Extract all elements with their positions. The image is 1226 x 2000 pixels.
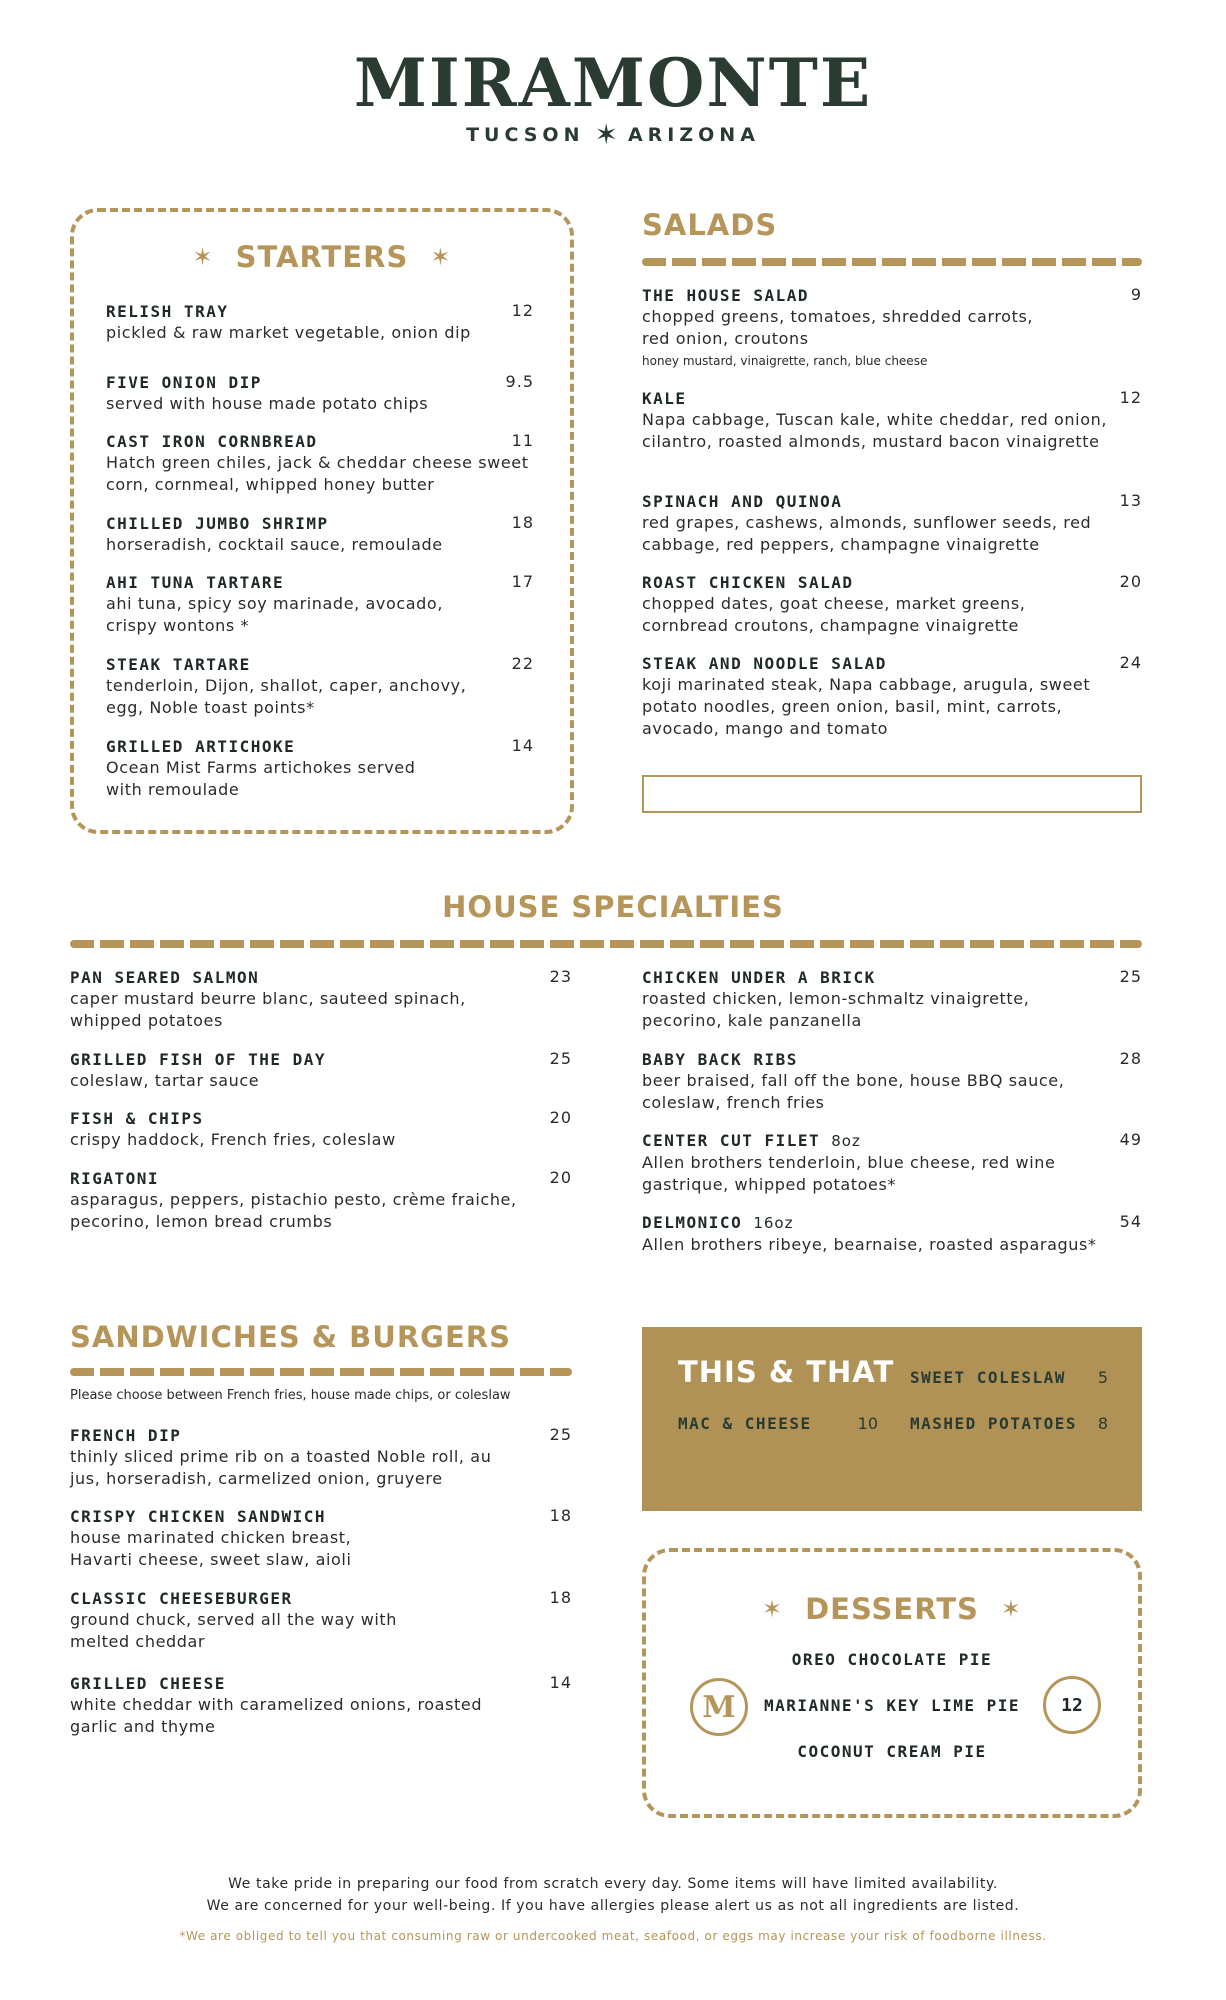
item-description: roasted chicken, lemon-schmaltz vinaigrette, pecorino, kale panzanella — [642, 989, 1030, 1030]
dessert-item: COCONUT CREAM PIE — [797, 1742, 987, 1761]
dessert-price: 12 — [1061, 1694, 1083, 1716]
item-description: red grapes, cashews, almonds, sunflower seeds, red cabbage, red peppers, champagne vinaigrette — [642, 513, 1092, 554]
item-name: ROAST CHICKEN SALAD — [642, 573, 854, 592]
menu-item — [642, 491, 1142, 556]
state-label: ARIZONA — [627, 124, 760, 146]
sandwiches-divider — [70, 1368, 572, 1376]
sandwiches-title: SANDWICHES & BURGERS — [70, 1320, 511, 1354]
item-description: asparagus, peppers, pistachio pesto, crème fraiche, pecorino, lemon bread crumbs — [70, 1190, 517, 1231]
item-description: Napa cabbage, Tuscan kale, white cheddar, red onion, cilantro, roasted almonds, mustard bacon vinaigrette — [642, 410, 1108, 451]
miramonte-logo-icon — [690, 1678, 748, 1736]
item-name: CENTER CUT FILET — [642, 1131, 821, 1150]
item-name: KALE — [642, 389, 687, 408]
item-description: thinly sliced prime rib on a toasted Noble roll, au jus, horseradish, carmelized onion, gruyere — [70, 1447, 492, 1488]
item-price: 23 — [549, 967, 572, 986]
side-item-name: MASHED POTATOES — [910, 1414, 1077, 1433]
item-description: pickled & raw market vegetable, onion dip — [106, 323, 471, 342]
item-description: Allen brothers ribeye, bearnaise, roasted asparagus* — [642, 1235, 1097, 1254]
item-description: caper mustard beurre blanc, sauteed spinach, whipped potatoes — [70, 989, 466, 1030]
menu-item — [70, 1168, 572, 1233]
item-price: 14 — [549, 1673, 572, 1692]
side-item-name: MAC & CHEESE — [678, 1414, 812, 1433]
dessert-price-badge — [1043, 1676, 1101, 1734]
menu-item — [70, 1049, 572, 1092]
item-price: 18 — [549, 1588, 572, 1607]
menu-item — [642, 1212, 1142, 1256]
dessert-item: OREO CHOCOLATE PIE — [791, 1650, 993, 1669]
item-description: Hatch green chiles, jack & cheddar cheese sweet corn, cornmeal, whipped honey butter — [106, 453, 529, 494]
menu-item — [70, 1588, 572, 1653]
menu-item — [642, 285, 1142, 370]
item-name: RIGATONI — [70, 1169, 160, 1188]
item-portion: 16oz — [753, 1214, 794, 1232]
menu-item — [642, 1049, 1142, 1114]
item-price: 12 — [1119, 388, 1142, 407]
item-price: 25 — [1119, 967, 1142, 986]
item-price: 18 — [511, 513, 534, 532]
item-price: 14 — [511, 736, 534, 755]
item-description: ground chuck, served all the way with melted cheddar — [70, 1610, 398, 1651]
specialties-title: HOUSE SPECIALTIES — [442, 890, 784, 924]
item-price: 20 — [549, 1168, 572, 1187]
item-price: 25 — [549, 1049, 572, 1068]
side-item — [910, 1414, 1108, 1433]
item-name: SPINACH AND QUINOA — [642, 492, 843, 511]
dessert-item: MARIANNE'S KEY LIME PIE — [763, 1696, 1021, 1715]
item-price: 49 — [1119, 1130, 1142, 1149]
side-item-price: 10 — [857, 1414, 878, 1433]
item-name: BABY BACK RIBS — [642, 1050, 798, 1069]
item-price: 9 — [1130, 285, 1142, 304]
menu-item — [642, 967, 1142, 1032]
side-choice-note: Please choose between French fries, house made chips, or coleslaw — [70, 1388, 511, 1403]
item-description: chopped dates, goat cheese, market greens, cornbread croutons, champagne vinaigrette — [642, 594, 1026, 635]
item-description: white cheddar with caramelized onions, roasted garlic and thyme — [70, 1695, 483, 1736]
side-item-price: 8 — [1097, 1414, 1108, 1433]
item-price: 20 — [549, 1108, 572, 1127]
item-price: 17 — [511, 572, 534, 591]
this-and-that-title: THIS & THAT — [678, 1355, 895, 1389]
item-name: STEAK AND NOODLE SALAD — [642, 654, 887, 673]
star-icon: ✶ — [430, 243, 452, 271]
item-price: 28 — [1119, 1049, 1142, 1068]
star-icon: ✶ — [761, 1595, 784, 1623]
salads-title: SALADS — [642, 208, 778, 242]
star-icon: ✶ — [192, 243, 214, 271]
item-name: FISH & CHIPS — [70, 1109, 204, 1128]
item-name: GRILLED FISH OF THE DAY — [70, 1050, 327, 1069]
menu-item — [106, 654, 534, 719]
logo-letter: M — [702, 1689, 736, 1725]
menu-item — [70, 1425, 572, 1490]
starters-title: STARTERS — [235, 240, 409, 274]
item-name: THE HOUSE SALAD — [642, 286, 809, 305]
item-price: 11 — [511, 431, 534, 450]
item-description: ahi tuna, spicy soy marinade, avocado, crispy wontons * — [106, 594, 444, 635]
foodborne-warning: *We are obliged to tell you that consuming raw or undercooked meat, seafood, or eggs may increase your risk of foodborne illness. — [179, 1929, 1047, 1943]
menu-item — [70, 1506, 572, 1571]
brand-location — [0, 118, 1226, 151]
brand-title: MIRAMONTE — [353, 44, 873, 122]
item-name: FRENCH DIP — [70, 1426, 182, 1445]
item-price: 25 — [549, 1425, 572, 1444]
item-name: CHICKEN UNDER A BRICK — [642, 968, 876, 987]
item-price: 18 — [549, 1506, 572, 1525]
item-name: AHI TUNA TARTARE — [106, 573, 285, 592]
item-name: CHILLED JUMBO SHRIMP — [106, 514, 329, 533]
item-name: CAST IRON CORNBREAD — [106, 432, 318, 451]
dressing-options: honey mustard, vinaigrette, ranch, blue cheese — [642, 354, 928, 368]
menu-item — [106, 301, 534, 344]
menu-item — [106, 431, 534, 496]
menu-item — [642, 1130, 1142, 1196]
item-price: 9.5 — [505, 372, 534, 391]
menu-item — [106, 513, 534, 556]
item-description: tenderloin, Dijon, shallot, caper, anchovy, egg, Noble toast points* — [106, 676, 467, 717]
menu-item — [642, 653, 1142, 740]
item-name: RELISH TRAY — [106, 302, 229, 321]
star-icon: ✶ — [1000, 1595, 1023, 1623]
item-portion: 8oz — [831, 1132, 861, 1150]
footer-line-2: We are concerned for your well-being. If you have allergies please alert us as not all ingredients are listed. — [206, 1898, 1020, 1914]
item-price: 12 — [511, 301, 534, 320]
item-description: Allen brothers tenderloin, blue cheese, red wine gastrique, whipped potatoes* — [642, 1153, 1056, 1194]
side-item-price: 5 — [1097, 1368, 1108, 1387]
salads-divider — [642, 258, 1142, 266]
menu-item — [642, 572, 1142, 637]
item-name: DELMONICO — [642, 1213, 743, 1232]
desserts-title: DESSERTS — [805, 1592, 979, 1626]
menu-item — [70, 1108, 572, 1151]
menu-item — [70, 1673, 572, 1738]
item-name: PAN SEARED SALMON — [70, 968, 260, 987]
city-label: TUCSON — [466, 124, 585, 146]
menu-item — [106, 372, 534, 415]
item-price: 20 — [1119, 572, 1142, 591]
item-description: crispy haddock, French fries, coleslaw — [70, 1130, 396, 1149]
specialties-divider — [70, 940, 1142, 948]
side-item — [678, 1414, 878, 1433]
footer-line-1: We take pride in preparing our food from scratch every day. Some items will have limited availability. — [228, 1876, 998, 1892]
item-description: chopped greens, tomatoes, shredded carrots, red onion, croutons — [642, 307, 1034, 348]
item-name: CRISPY CHICKEN SANDWICH — [70, 1507, 327, 1526]
starters-heading — [70, 240, 574, 274]
item-description: beer braised, fall off the bone, house BBQ sauce, coleslaw, french fries — [642, 1071, 1065, 1112]
item-price: 24 — [1119, 653, 1142, 672]
menu-item — [106, 736, 534, 801]
menu-item — [70, 967, 572, 1032]
star-icon: ✶ — [594, 118, 618, 151]
empty-outline-box — [642, 775, 1142, 813]
item-name: GRILLED CHEESE — [70, 1674, 226, 1693]
item-price: 54 — [1119, 1212, 1142, 1231]
menu-item — [642, 388, 1142, 453]
item-description: Ocean Mist Farms artichokes served with remoulade — [106, 758, 416, 799]
desserts-heading — [642, 1592, 1142, 1626]
item-name: CLASSIC CHEESEBURGER — [70, 1589, 293, 1608]
side-item-name: SWEET COLESLAW — [910, 1368, 1066, 1387]
item-name: GRILLED ARTICHOKE — [106, 737, 296, 756]
item-description: horseradish, cocktail sauce, remoulade — [106, 535, 443, 554]
side-item — [910, 1368, 1108, 1387]
item-description: house marinated chicken breast, Havarti cheese, sweet slaw, aioli — [70, 1528, 352, 1569]
item-description: koji marinated steak, Napa cabbage, arugula, sweet potato noodles, green onion, basil, mint, carrots, avocado, mango and tomato — [642, 675, 1091, 738]
item-description: served with house made potato chips — [106, 394, 429, 413]
item-price: 13 — [1119, 491, 1142, 510]
item-name: STEAK TARTARE — [106, 655, 251, 674]
item-price: 22 — [511, 654, 534, 673]
menu-item — [106, 572, 534, 637]
item-description: coleslaw, tartar sauce — [70, 1071, 260, 1090]
item-name: FIVE ONION DIP — [106, 373, 262, 392]
